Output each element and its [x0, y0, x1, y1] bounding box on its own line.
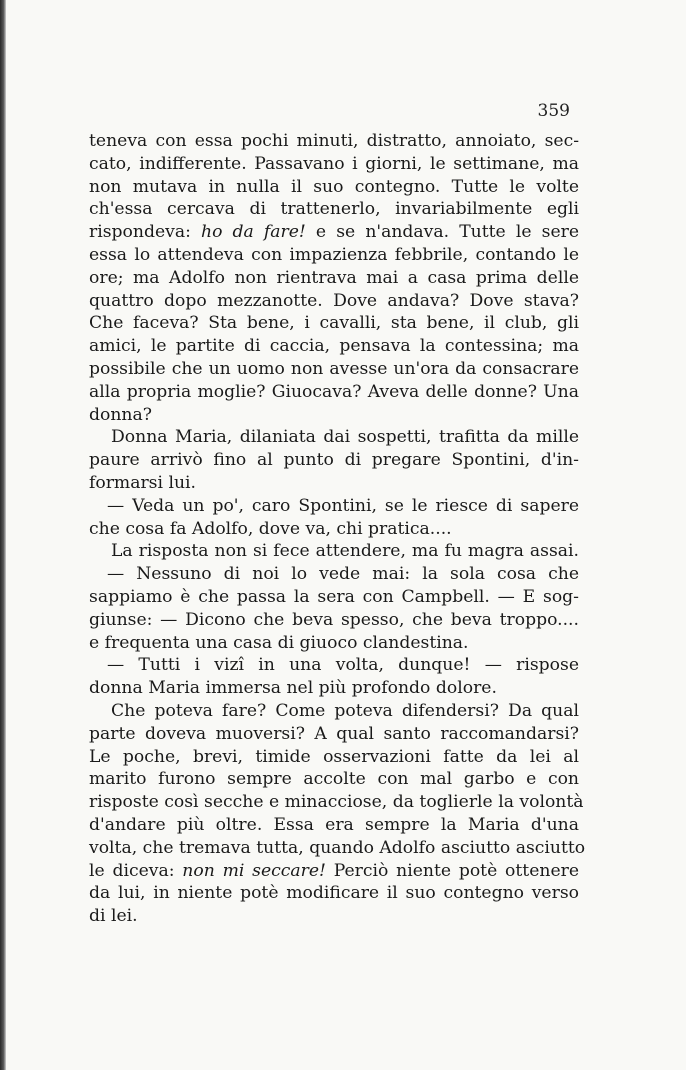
text-run: Perciò niente potè ottenere — [325, 860, 580, 881]
text-line: cato, indifferente. Passavano i giorni, le settimane, ma — [89, 153, 579, 174]
text-line: sappiamo è che passa la sera con Campbell. — E sog- — [89, 586, 579, 607]
text-line: amici, le partite di caccia, pensava la contessina; ma — [89, 336, 579, 357]
text-line: che cosa fa Adolfo, dove va, chi pratica.... — [89, 518, 452, 539]
text-line: Che faceva? Sta bene, i cavalli, sta bene, il club, gli — [89, 313, 579, 334]
text-line: — Nessuno di noi lo vede mai: la sola cosa che — [107, 564, 579, 585]
text-run: rispondeva: — [89, 222, 201, 243]
page-edge-shadow — [0, 0, 6, 1070]
text-line: risposte così secche e minacciose, da toglierle la volontà — [89, 792, 584, 813]
text-line: donna Maria immersa nel più profondo dolore. — [89, 678, 497, 699]
text-run: le diceva: — [89, 860, 183, 881]
text-line: quattro dopo mezzanotte. Dove andava? Dove stava? — [89, 290, 579, 311]
text-line: Le poche, brevi, timide osservazioni fatte da lei al — [89, 746, 579, 767]
text-line: ore; ma Adolfo non rientrava mai a casa prima delle — [89, 267, 579, 288]
text-line: di lei. — [89, 906, 138, 927]
italic-run: non mi seccare! — [182, 860, 326, 881]
text-line: — Veda un po', caro Spontini, se le riesce di sapere — [107, 495, 579, 516]
text-line: alla propria moglie? Giuocava? Aveva delle donne? Una — [89, 381, 579, 402]
text-line: paure arrivò fino al punto di pregare Spontini, d'in- — [89, 450, 579, 471]
body-text — [89, 130, 586, 928]
text-run: e se n'andava. Tutte le sere — [305, 222, 580, 243]
text-line: da lui, in niente potè modificare il suo contegno verso — [89, 883, 579, 904]
page-number: 359 — [537, 101, 570, 121]
text-line: d'andare più oltre. Essa era sempre la Maria d'una — [89, 814, 579, 835]
text-line: Che poteva fare? Come poteva difendersi? Da qual — [111, 700, 579, 721]
text-line: essa lo attendeva con impazienza febbrile, contando le — [89, 244, 579, 265]
text-line: donna? — [89, 404, 152, 425]
text-line: teneva con essa pochi minuti, distratto, annoiato, sec- — [89, 131, 579, 151]
text-line: ch'essa cercava di trattenerlo, invariabilmente egli — [89, 199, 579, 220]
text-line: Donna Maria, dilaniata dai sospetti, trafitta da mille — [111, 427, 579, 448]
text-line: parte doveva muoversi? A qual santo raccomandarsi? — [89, 723, 579, 744]
text-line: formarsi lui. — [89, 472, 196, 493]
text-line: possibile che un uomo non avesse un'ora da consacrare — [89, 358, 579, 379]
text-line — [89, 221, 579, 244]
text-line: marito furono sempre accolte con mal garbo e con — [89, 769, 579, 790]
text-line: e frequenta una casa di giuoco clandestina. — [89, 632, 469, 653]
text-line: — Tutti i vizî in una volta, dunque! — rispose — [107, 655, 579, 676]
text-line: La risposta non si fece attendere, ma fu magra assai. — [111, 541, 579, 562]
text-line: volta, che tremava tutta, quando Adolfo asciutto asciutto — [89, 837, 586, 858]
text-line: non mutava in nulla il suo contegno. Tutte le volte — [89, 176, 579, 197]
text-line — [89, 860, 579, 883]
text-line: giunse: — Dicono che beva spesso, che beva troppo.... — [89, 609, 579, 630]
italic-run: ho da fare! — [201, 222, 306, 243]
